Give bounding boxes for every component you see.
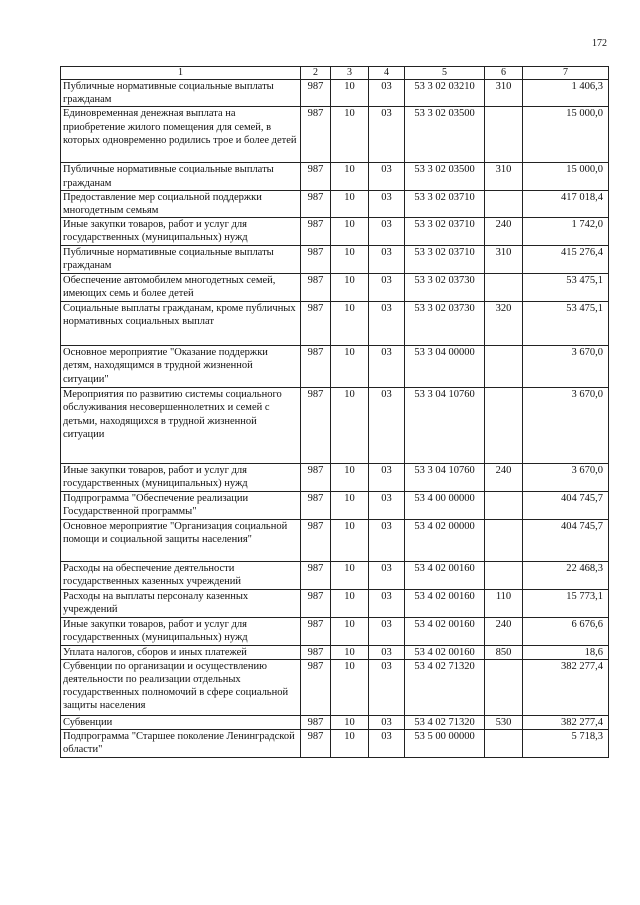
row-amount: 3 670,0 xyxy=(523,388,609,464)
row-amount: 5 718,3 xyxy=(523,730,609,758)
row-code-target: 53 4 02 00160 xyxy=(405,562,485,589)
row-code-subsection: 03 xyxy=(369,464,405,492)
row-code-target: 53 4 02 71320 xyxy=(405,715,485,729)
row-code-admin: 987 xyxy=(301,645,331,659)
row-code-expense-type xyxy=(485,274,523,302)
row-name: Единовременная денежная выплата на приобретение жилого помещения для семей, в которых одновременно родились трое и более детей xyxy=(61,107,301,163)
row-code-expense-type: 310 xyxy=(485,163,523,190)
row-code-target: 53 3 02 03710 xyxy=(405,218,485,246)
row-code-admin: 987 xyxy=(301,302,331,346)
row-code-admin: 987 xyxy=(301,246,331,274)
row-code-admin: 987 xyxy=(301,464,331,492)
row-code-expense-type xyxy=(485,107,523,163)
row-code-subsection: 03 xyxy=(369,107,405,163)
row-name: Публичные нормативные социальные выплаты гражданам xyxy=(61,80,301,107)
row-code-subsection: 03 xyxy=(369,715,405,729)
row-amount: 22 468,3 xyxy=(523,562,609,589)
row-amount: 382 277,4 xyxy=(523,715,609,729)
row-code-expense-type: 310 xyxy=(485,246,523,274)
row-amount: 15 000,0 xyxy=(523,163,609,190)
row-code-admin: 987 xyxy=(301,274,331,302)
row-code-subsection: 03 xyxy=(369,520,405,562)
column-header: 2 xyxy=(301,67,331,80)
row-code-target: 53 4 02 71320 xyxy=(405,659,485,715)
row-code-section: 10 xyxy=(331,190,369,217)
row-code-subsection: 03 xyxy=(369,562,405,589)
row-code-expense-type: 240 xyxy=(485,464,523,492)
row-name: Предоставление мер социальной поддержки многодетным семьям xyxy=(61,190,301,217)
table-row xyxy=(61,163,609,190)
row-amount: 18,6 xyxy=(523,645,609,659)
row-code-target: 53 3 02 03500 xyxy=(405,107,485,163)
row-code-target: 53 4 02 00160 xyxy=(405,645,485,659)
row-code-subsection: 03 xyxy=(369,730,405,758)
row-code-target: 53 3 04 00000 xyxy=(405,346,485,388)
row-code-section: 10 xyxy=(331,645,369,659)
row-code-subsection: 03 xyxy=(369,163,405,190)
row-name: Обеспечение автомобилем многодетных семей, имеющих семь и более детей xyxy=(61,274,301,302)
row-name: Иные закупки товаров, работ и услуг для государственных (муниципальных) нужд xyxy=(61,464,301,492)
table-row xyxy=(61,464,609,492)
table-row xyxy=(61,492,609,520)
row-code-section: 10 xyxy=(331,589,369,617)
row-amount: 382 277,4 xyxy=(523,659,609,715)
row-amount: 15 000,0 xyxy=(523,107,609,163)
row-code-target: 53 4 00 00000 xyxy=(405,492,485,520)
row-code-expense-type xyxy=(485,388,523,464)
table-row xyxy=(61,562,609,589)
row-code-admin: 987 xyxy=(301,617,331,645)
row-code-target: 53 5 00 00000 xyxy=(405,730,485,758)
row-code-section: 10 xyxy=(331,246,369,274)
row-code-expense-type: 530 xyxy=(485,715,523,729)
table-row xyxy=(61,346,609,388)
row-code-target: 53 3 02 03210 xyxy=(405,80,485,107)
column-header: 7 xyxy=(523,67,609,80)
row-code-expense-type xyxy=(485,659,523,715)
row-code-target: 53 3 04 10760 xyxy=(405,464,485,492)
row-code-subsection: 03 xyxy=(369,218,405,246)
row-code-expense-type xyxy=(485,346,523,388)
table-row xyxy=(61,80,609,107)
row-amount: 415 276,4 xyxy=(523,246,609,274)
row-code-section: 10 xyxy=(331,464,369,492)
row-code-expense-type: 240 xyxy=(485,218,523,246)
row-code-section: 10 xyxy=(331,346,369,388)
table-row xyxy=(61,190,609,217)
row-code-target: 53 3 02 03730 xyxy=(405,274,485,302)
row-code-admin: 987 xyxy=(301,346,331,388)
row-code-expense-type: 850 xyxy=(485,645,523,659)
row-name: Социальные выплаты гражданам, кроме публичных нормативных социальных выплат xyxy=(61,302,301,346)
row-code-admin: 987 xyxy=(301,562,331,589)
row-amount: 15 773,1 xyxy=(523,589,609,617)
row-amount: 3 670,0 xyxy=(523,464,609,492)
table-row xyxy=(61,218,609,246)
row-code-admin: 987 xyxy=(301,730,331,758)
table-row xyxy=(61,617,609,645)
row-name: Подпрограмма "Обеспечение реализации Государственной программы" xyxy=(61,492,301,520)
row-code-admin: 987 xyxy=(301,388,331,464)
row-name: Подпрограмма "Старшее поколение Ленинградской области" xyxy=(61,730,301,758)
table-body xyxy=(61,80,609,758)
column-header: 3 xyxy=(331,67,369,80)
row-code-section: 10 xyxy=(331,302,369,346)
row-name: Расходы на обеспечение деятельности государственных казенных учреждений xyxy=(61,562,301,589)
row-amount: 404 745,7 xyxy=(523,520,609,562)
row-code-admin: 987 xyxy=(301,163,331,190)
row-code-target: 53 4 02 00160 xyxy=(405,617,485,645)
row-code-subsection: 03 xyxy=(369,80,405,107)
row-code-section: 10 xyxy=(331,492,369,520)
row-code-section: 10 xyxy=(331,163,369,190)
row-code-expense-type: 320 xyxy=(485,302,523,346)
row-code-expense-type: 110 xyxy=(485,589,523,617)
row-code-section: 10 xyxy=(331,218,369,246)
row-code-admin: 987 xyxy=(301,589,331,617)
table-row xyxy=(61,659,609,715)
row-code-admin: 987 xyxy=(301,492,331,520)
row-code-section: 10 xyxy=(331,80,369,107)
row-code-target: 53 3 02 03730 xyxy=(405,302,485,346)
column-header: 6 xyxy=(485,67,523,80)
row-code-admin: 987 xyxy=(301,80,331,107)
table-row xyxy=(61,302,609,346)
table-header-row xyxy=(61,67,609,80)
row-code-section: 10 xyxy=(331,617,369,645)
row-code-section: 10 xyxy=(331,107,369,163)
row-amount: 53 475,1 xyxy=(523,302,609,346)
row-amount: 6 676,6 xyxy=(523,617,609,645)
row-code-subsection: 03 xyxy=(369,388,405,464)
row-amount: 1 742,0 xyxy=(523,218,609,246)
row-code-subsection: 03 xyxy=(369,492,405,520)
row-name: Уплата налогов, сборов и иных платежей xyxy=(61,645,301,659)
row-code-target: 53 4 02 00000 xyxy=(405,520,485,562)
table-row xyxy=(61,645,609,659)
row-name: Иные закупки товаров, работ и услуг для государственных (муниципальных) нужд xyxy=(61,617,301,645)
row-name: Основное мероприятие "Организация социальной помощи и социальной защиты населения" xyxy=(61,520,301,562)
row-code-subsection: 03 xyxy=(369,589,405,617)
row-name: Субвенции по организации и осуществлению деятельности по реализации отдельных государственных полномочий в сфере социальной защиты населения xyxy=(61,659,301,715)
row-code-subsection: 03 xyxy=(369,274,405,302)
row-code-admin: 987 xyxy=(301,107,331,163)
column-header: 1 xyxy=(61,67,301,80)
row-code-target: 53 3 02 03710 xyxy=(405,190,485,217)
row-amount: 1 406,3 xyxy=(523,80,609,107)
row-name: Публичные нормативные социальные выплаты гражданам xyxy=(61,163,301,190)
row-code-section: 10 xyxy=(331,274,369,302)
row-code-target: 53 3 04 10760 xyxy=(405,388,485,464)
page-number: 172 xyxy=(592,38,607,49)
row-code-expense-type xyxy=(485,520,523,562)
row-code-expense-type xyxy=(485,492,523,520)
row-code-section: 10 xyxy=(331,715,369,729)
row-code-subsection: 03 xyxy=(369,645,405,659)
table-row xyxy=(61,520,609,562)
row-code-section: 10 xyxy=(331,562,369,589)
row-name: Публичные нормативные социальные выплаты гражданам xyxy=(61,246,301,274)
row-name: Основное мероприятие "Оказание поддержки детям, находящимся в трудной жизненной ситуации" xyxy=(61,346,301,388)
row-code-expense-type: 310 xyxy=(485,80,523,107)
row-code-subsection: 03 xyxy=(369,346,405,388)
row-amount: 53 475,1 xyxy=(523,274,609,302)
row-code-target: 53 4 02 00160 xyxy=(405,589,485,617)
row-code-section: 10 xyxy=(331,520,369,562)
row-code-expense-type: 240 xyxy=(485,617,523,645)
row-code-subsection: 03 xyxy=(369,190,405,217)
row-code-target: 53 3 02 03710 xyxy=(405,246,485,274)
row-code-expense-type xyxy=(485,190,523,217)
row-code-admin: 987 xyxy=(301,520,331,562)
row-code-subsection: 03 xyxy=(369,246,405,274)
column-header: 4 xyxy=(369,67,405,80)
column-header: 5 xyxy=(405,67,485,80)
row-name: Мероприятия по развитию системы социального обслуживания несовершеннолетних и семей с детьми, находящихся в трудной жизненной ситуации xyxy=(61,388,301,464)
row-code-admin: 987 xyxy=(301,218,331,246)
row-amount: 3 670,0 xyxy=(523,346,609,388)
budget-table xyxy=(60,66,609,758)
row-code-admin: 987 xyxy=(301,190,331,217)
row-code-subsection: 03 xyxy=(369,659,405,715)
table-row xyxy=(61,274,609,302)
row-code-expense-type xyxy=(485,730,523,758)
table-row xyxy=(61,730,609,758)
row-code-admin: 987 xyxy=(301,659,331,715)
row-code-section: 10 xyxy=(331,659,369,715)
table-row xyxy=(61,715,609,729)
table-row xyxy=(61,388,609,464)
row-code-subsection: 03 xyxy=(369,302,405,346)
row-name: Субвенции xyxy=(61,715,301,729)
table-row xyxy=(61,589,609,617)
row-code-section: 10 xyxy=(331,730,369,758)
row-amount: 404 745,7 xyxy=(523,492,609,520)
row-name: Иные закупки товаров, работ и услуг для государственных (муниципальных) нужд xyxy=(61,218,301,246)
row-amount: 417 018,4 xyxy=(523,190,609,217)
row-code-subsection: 03 xyxy=(369,617,405,645)
row-code-section: 10 xyxy=(331,388,369,464)
row-code-expense-type xyxy=(485,562,523,589)
table-row xyxy=(61,246,609,274)
row-code-target: 53 3 02 03500 xyxy=(405,163,485,190)
table-row xyxy=(61,107,609,163)
row-code-admin: 987 xyxy=(301,715,331,729)
row-name: Расходы на выплаты персоналу казенных учреждений xyxy=(61,589,301,617)
